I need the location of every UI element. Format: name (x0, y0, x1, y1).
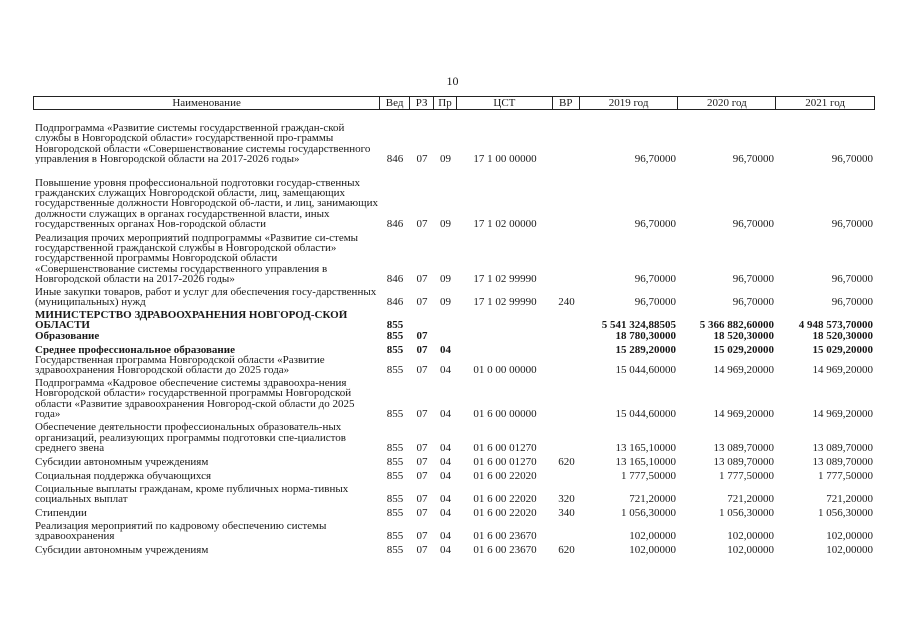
row-name: Государственная программа Новгородской области «Развитие здравоохранения Новгородской области до 2025 года» (35, 354, 325, 375)
table-row (33, 521, 875, 541)
row-2020: 102,00000 (727, 530, 774, 541)
row-rz: 07 (416, 470, 428, 481)
row-ved: 855 (386, 530, 404, 541)
table-row (33, 355, 875, 375)
row-2021: 96,70000 (831, 218, 873, 229)
row-cst: 01 6 00 23670 (473, 544, 537, 555)
row-2019: 5 541 324,88505 (601, 319, 676, 330)
header-2019: 2019 год (580, 97, 679, 109)
row-2019: 15 044,60000 (615, 364, 676, 375)
row-2020: 96,70000 (732, 296, 774, 307)
row-2020: 14 969,20000 (713, 408, 774, 419)
row-2019: 96,70000 (634, 153, 676, 164)
row-2021: 96,70000 (831, 153, 873, 164)
row-2021: 13 089,70000 (812, 442, 873, 453)
row-cst: 01 6 00 22020 (473, 507, 537, 518)
header-2021: 2021 год (805, 97, 845, 109)
row-2021: 102,00000 (826, 530, 873, 541)
table-body (33, 112, 875, 555)
row-2019: 102,00000 (629, 544, 676, 555)
row-2020: 13 089,70000 (713, 456, 774, 467)
row-rz: 07 (416, 544, 428, 555)
row-name: Образование (35, 330, 100, 341)
row-ved: 846 (386, 218, 404, 229)
row-name: Повышение уровня профессиональной подготовки государ-ственных гражданских служащих Новгородской области, лиц, замещающих государственные должности Новгородской об-ласти, и лиц, занимающих должности служащих в органах государственной власти, иных государственных органах Нов-городской области (35, 177, 378, 229)
row-rz: 07 (416, 364, 428, 375)
table-row (33, 484, 875, 504)
row-2021: 721,20000 (826, 493, 873, 504)
row-2019: 15 289,20000 (615, 344, 676, 355)
row-rz: 07 (416, 408, 428, 419)
header-cst: ЦСТ (457, 97, 553, 109)
table-row (33, 167, 875, 229)
row-2021: 96,70000 (831, 296, 873, 307)
row-2021: 1 056,30000 (818, 507, 873, 518)
row-pr: 04 (440, 364, 451, 375)
row-ved: 855 (386, 442, 404, 453)
row-2021: 4 948 573,70000 (798, 319, 873, 330)
row-ved: 855 (386, 319, 404, 330)
row-pr: 04 (440, 408, 451, 419)
row-name: Обеспечение деятельности профессиональных образователь-ных организаций, реализующих программы подготовки спе-циалистов среднего звена (35, 422, 346, 453)
row-name: Подпрограмма «Развитие системы государственной граждан-ской службы в Новгородской области» государственной про-граммы Новгородской области «Совершенствование системы государственного управления в Новгородской области на 2017-2026 годы» (35, 123, 371, 164)
row-cst: 01 0 00 00000 (473, 364, 537, 375)
row-rz: 07 (416, 153, 428, 164)
row-ved: 855 (386, 493, 404, 504)
page-number: 10 (446, 74, 459, 88)
header-name: Наименование (34, 97, 380, 109)
row-2021: 1 777,50000 (818, 470, 873, 481)
row-2020: 1 777,50000 (719, 470, 774, 481)
row-rz: 07 (416, 330, 428, 341)
row-vr: 240 (558, 296, 575, 307)
row-cst: 17 1 00 00000 (473, 153, 537, 164)
table-row (33, 507, 875, 518)
row-2021: 18 520,30000 (812, 330, 873, 341)
row-ved: 855 (386, 364, 404, 375)
table-row (33, 470, 875, 481)
header-2020: 2020 год (678, 97, 776, 109)
row-name: Среднее профессиональное образование (35, 344, 235, 355)
row-ved: 846 (386, 153, 404, 164)
table-row (33, 456, 875, 467)
row-cst: 01 6 00 23670 (473, 530, 537, 541)
row-2020: 96,70000 (732, 218, 774, 229)
row-2019: 96,70000 (634, 218, 676, 229)
row-ved: 855 (386, 344, 404, 355)
row-cst: 17 1 02 99990 (473, 273, 537, 284)
row-2020: 96,70000 (732, 153, 774, 164)
row-pr: 04 (440, 507, 451, 518)
row-2020: 15 029,20000 (713, 344, 774, 355)
row-cst: 01 6 00 22020 (473, 470, 537, 481)
row-pr: 09 (440, 273, 451, 284)
row-name: МИНИСТЕРСТВО ЗДРАВООХРАНЕНИЯ НОВГОРОД-СКОЙ ОБЛАСТИ (35, 309, 348, 330)
row-2020: 13 089,70000 (713, 442, 774, 453)
row-name: Социальная поддержка обучающихся (35, 470, 212, 481)
row-pr: 09 (440, 153, 451, 164)
row-2019: 18 780,30000 (615, 330, 676, 341)
row-pr: 04 (440, 493, 451, 504)
table-row (33, 310, 875, 330)
row-pr: 04 (440, 544, 451, 555)
table-row (33, 330, 875, 341)
row-name: Социальные выплаты гражданам, кроме публичных норма-тивных социальных выплат (35, 483, 349, 504)
row-2019: 1 777,50000 (621, 470, 676, 481)
row-rz: 07 (416, 296, 428, 307)
row-ved: 855 (386, 544, 404, 555)
row-ved: 846 (386, 273, 404, 284)
row-2021: 13 089,70000 (812, 456, 873, 467)
row-rz: 07 (416, 456, 428, 467)
row-2021: 102,00000 (826, 544, 873, 555)
row-2020: 18 520,30000 (713, 330, 774, 341)
row-2020: 5 366 882,60000 (699, 319, 774, 330)
row-name: Стипендии (35, 507, 87, 518)
row-name: Иные закупки товаров, работ и услуг для обеспечения госу-дарственных (муниципальных) нужд (35, 286, 377, 307)
row-pr: 09 (440, 218, 451, 229)
row-vr: 320 (558, 493, 575, 504)
row-vr: 340 (558, 507, 575, 518)
row-ved: 855 (386, 507, 404, 518)
row-pr: 04 (440, 530, 451, 541)
row-name: Субсидии автономным учреждениям (35, 544, 209, 555)
row-cst: 01 6 00 01270 (473, 442, 537, 453)
table-row (33, 378, 875, 419)
row-ved: 855 (386, 330, 404, 341)
header-ved: Вед (380, 97, 410, 109)
row-pr: 04 (440, 442, 451, 453)
row-2020: 14 969,20000 (713, 364, 774, 375)
header-pr: Пр (434, 97, 457, 109)
header-rz: РЗ (410, 97, 434, 109)
row-vr: 620 (558, 544, 575, 555)
row-cst: 01 6 00 22020 (473, 493, 537, 504)
row-rz: 07 (416, 507, 428, 518)
row-rz: 07 (416, 218, 428, 229)
row-2020: 1 056,30000 (719, 507, 774, 518)
row-2021: 14 969,20000 (812, 408, 873, 419)
row-name: Субсидии автономным учреждениям (35, 456, 209, 467)
row-2019: 13 165,10000 (615, 456, 676, 467)
row-cst: 17 1 02 99990 (473, 296, 537, 307)
row-pr: 09 (440, 296, 451, 307)
row-2019: 15 044,60000 (615, 408, 676, 419)
row-2020: 96,70000 (732, 273, 774, 284)
row-ved: 855 (386, 456, 404, 467)
row-2020: 721,20000 (727, 493, 774, 504)
row-cst: 01 6 00 01270 (473, 456, 537, 467)
table-row (33, 422, 875, 453)
row-ved: 855 (386, 408, 404, 419)
header-vr: ВР (553, 97, 580, 109)
row-name: Реализация мероприятий по кадровому обеспечению системы здравоохранения (35, 520, 327, 541)
table-row (33, 112, 875, 164)
row-pr: 04 (440, 470, 451, 481)
row-2019: 96,70000 (634, 296, 676, 307)
table-row (33, 232, 875, 284)
row-rz: 07 (416, 344, 428, 355)
table-header (33, 96, 875, 110)
row-cst: 01 6 00 00000 (473, 408, 537, 419)
row-2020: 102,00000 (727, 544, 774, 555)
row-pr: 04 (440, 456, 451, 467)
row-ved: 855 (386, 470, 404, 481)
table-row (33, 544, 875, 555)
row-2019: 13 165,10000 (615, 442, 676, 453)
row-pr: 04 (440, 344, 451, 355)
row-2021: 15 029,20000 (812, 344, 873, 355)
row-ved: 846 (386, 296, 404, 307)
row-2021: 14 969,20000 (812, 364, 873, 375)
row-name: Реализация прочих мероприятий подпрограммы «Развитие си-стемы государственной гражданской службы в Новгородской области» государственной программы Новгородской области «Совершенствование системы государственного управления в Новгородской области на 2017-2026 годы» (35, 232, 359, 284)
row-2021: 96,70000 (831, 273, 873, 284)
row-2019: 1 056,30000 (621, 507, 676, 518)
row-cst: 17 1 02 00000 (473, 218, 537, 229)
row-name: Подпрограмма «Кадровое обеспечение системы здравоохра-нения Новгородской области» государственной программы Новгородской области «Развитие здравоохранения Новгород-ской области до 2025 года» (35, 378, 355, 419)
row-2019: 96,70000 (634, 273, 676, 284)
row-vr: 620 (558, 456, 575, 467)
row-2019: 721,20000 (629, 493, 676, 504)
table-row (33, 287, 875, 307)
row-2019: 102,00000 (629, 530, 676, 541)
row-rz: 07 (416, 442, 428, 453)
table-row (33, 344, 875, 355)
row-rz: 07 (416, 530, 428, 541)
row-rz: 07 (416, 493, 428, 504)
row-rz: 07 (416, 273, 428, 284)
